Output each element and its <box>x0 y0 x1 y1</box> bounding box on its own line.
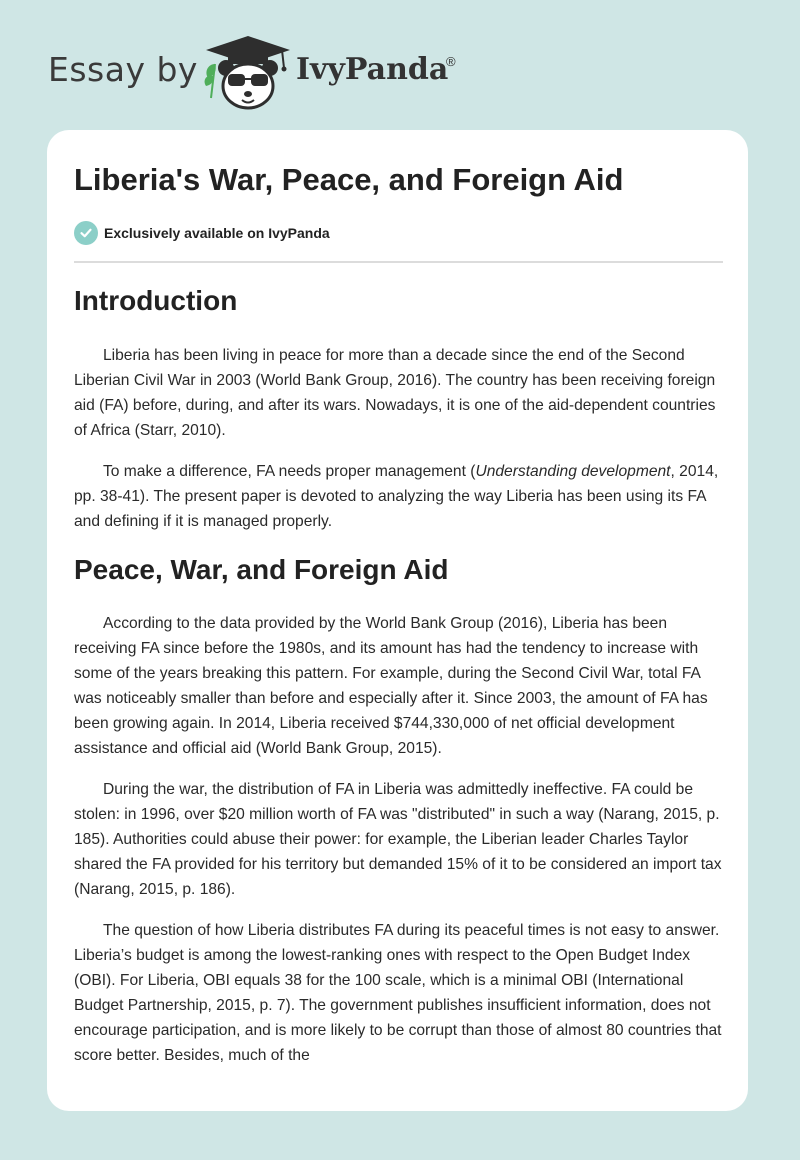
paragraph-text: To make a difference, FA needs proper management ( <box>103 463 476 480</box>
paragraph-text: Liberia has been living in peace for more than a decade since the end of the Second Liberian Civil War in 2003 (World Bank Group, 2016). The country has been receiving foreign aid (FA) before, during, and after its wars. Nowadays, it is one of the aid-dependent countries of Africa (Starr, 2010). <box>74 347 716 439</box>
panda-logo-icon[interactable] <box>202 34 294 112</box>
badge-text: Exclusively available on IvyPanda <box>104 225 330 241</box>
essay-title: Liberia's War, Peace, and Foreign Aid <box>74 162 624 197</box>
paragraph <box>74 611 726 761</box>
paragraph-text: According to the data provided by the World Bank Group (2016), Liberia has been receiving FA since before the 1980s, and its amount has had the tendency to increase with some of the years breaking this pattern. For example, during the Second Civil War, total FA was noticeably smaller than before and especially after it. Since 2003, the amount of FA has been growing again. In 2014, Liberia received $744,330,000 of net official development assistance and official aid (World Bank Group, 2015). <box>74 615 708 757</box>
paragraph <box>74 343 726 443</box>
brand-prefix: Essay by <box>48 50 198 89</box>
paragraph-text: The question of how Liberia distributes FA during its peaceful times is not easy to answer. Liberia’s budget is among the lowest-ranking ones with respect to the Open Budget Index (OBI). For Liberia, OBI equals 38 for the 100 scale, which is a minimal OBI (International Budget Partnership, 2015, p. 7). The government publishes insufficient information, does not encourage participation, and is more likely to be corrupt than those of almost 80 countries that score better. Besides, much of the <box>74 922 722 1064</box>
brand-name[interactable]: IvyPanda <box>296 52 449 87</box>
paragraph <box>74 777 726 902</box>
exclusive-badge <box>74 221 330 245</box>
registered-mark: ® <box>446 54 456 69</box>
section-heading-introduction: Introduction <box>74 285 238 316</box>
essay-card <box>47 130 748 1111</box>
check-circle-icon <box>74 221 98 245</box>
paragraph-text: , 2014, pp. 38-41). The present paper is devoted to analyzing the way Liberia has been using its FA and defining if it is managed properly. <box>74 463 719 530</box>
section-heading-peace-war-foreign-aid: Peace, War, and Foreign Aid <box>74 554 449 585</box>
title-divider <box>74 261 723 263</box>
paragraph <box>74 459 726 534</box>
paragraph <box>74 918 726 1068</box>
site-header <box>0 0 800 130</box>
paragraph-text: During the war, the distribution of FA in Liberia was admittedly ineffective. FA could be stolen: in 1996, over $20 million worth of FA was "distributed" in such a way (Narang, 2015, p. 185). Authorities could abuse their power: for example, the Liberian leader Charles Taylor shared the FA provided for his territory but demanded 15% of it to be considered an import tax (Narang, 2015, p. 186). <box>74 781 722 898</box>
cited-title: Understanding development <box>475 463 671 480</box>
